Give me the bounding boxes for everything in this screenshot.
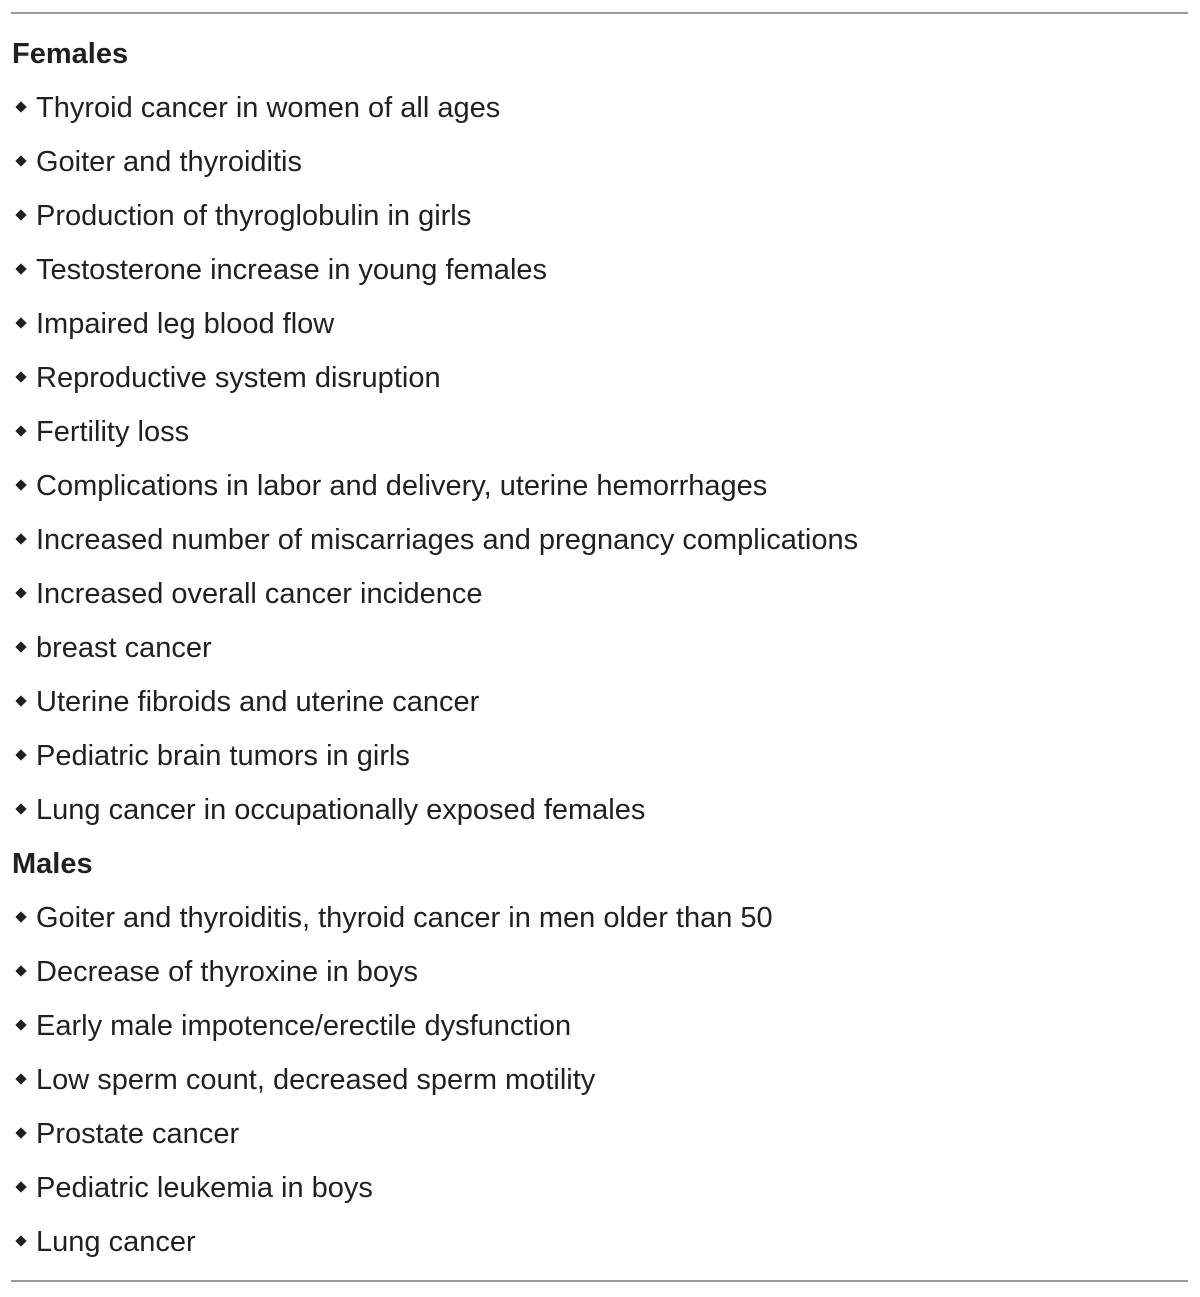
list-item: Production of thyroglobulin in girls	[11, 189, 471, 243]
list-item: Pediatric brain tumors in girls	[11, 729, 410, 783]
list-item: Increased overall cancer incidence	[11, 567, 483, 621]
list-item: Goiter and thyroiditis	[11, 135, 302, 189]
list-item: Thyroid cancer in women of all ages	[11, 81, 500, 135]
list-item: Testosterone increase in young females	[11, 243, 547, 297]
list-item: Reproductive system disruption	[11, 351, 441, 405]
bullet-icon	[15, 102, 26, 113]
bullet-icon	[15, 1128, 26, 1139]
bullet-icon	[15, 642, 26, 653]
list-item: Prostate cancer	[11, 1107, 239, 1161]
health-effects-table	[11, 12, 1188, 1282]
bullet-icon	[15, 1236, 26, 1247]
list-item: Decrease of thyroxine in boys	[11, 945, 418, 999]
list-item: Impaired leg blood flow	[11, 297, 334, 351]
list-item: Goiter and thyroiditis, thyroid cancer in men older than 50	[11, 891, 773, 945]
list-item: Low sperm count, decreased sperm motility	[11, 1053, 595, 1107]
list-item: Lung cancer	[11, 1215, 196, 1269]
section-heading-males: Males	[12, 848, 93, 880]
list-item: breast cancer	[11, 621, 212, 675]
bullet-icon	[15, 588, 26, 599]
bullet-icon	[15, 750, 26, 761]
bullet-icon	[15, 480, 26, 491]
list-item: Uterine fibroids and uterine cancer	[11, 675, 479, 729]
bullet-icon	[15, 1074, 26, 1085]
bullet-icon	[15, 210, 26, 221]
bullet-icon	[15, 372, 26, 383]
bullet-icon	[15, 1182, 26, 1193]
list-item: Lung cancer in occupationally exposed females	[11, 783, 645, 837]
list-item: Complications in labor and delivery, uterine hemorrhages	[11, 459, 767, 513]
bullet-icon	[15, 426, 26, 437]
bullet-icon	[15, 318, 26, 329]
bullet-icon	[15, 534, 26, 545]
bullet-icon	[15, 264, 26, 275]
bullet-icon	[15, 696, 26, 707]
list-item: Early male impotence/erectile dysfunction	[11, 999, 571, 1053]
bullet-icon	[15, 912, 26, 923]
bullet-icon	[15, 804, 26, 815]
bullet-icon	[15, 1020, 26, 1031]
bullet-icon	[15, 966, 26, 977]
list-item: Increased number of miscarriages and pregnancy complications	[11, 513, 858, 567]
section-heading-females: Females	[12, 38, 129, 70]
bullet-icon	[15, 156, 26, 167]
list-item: Pediatric leukemia in boys	[11, 1161, 373, 1215]
list-item: Fertility loss	[11, 405, 189, 459]
